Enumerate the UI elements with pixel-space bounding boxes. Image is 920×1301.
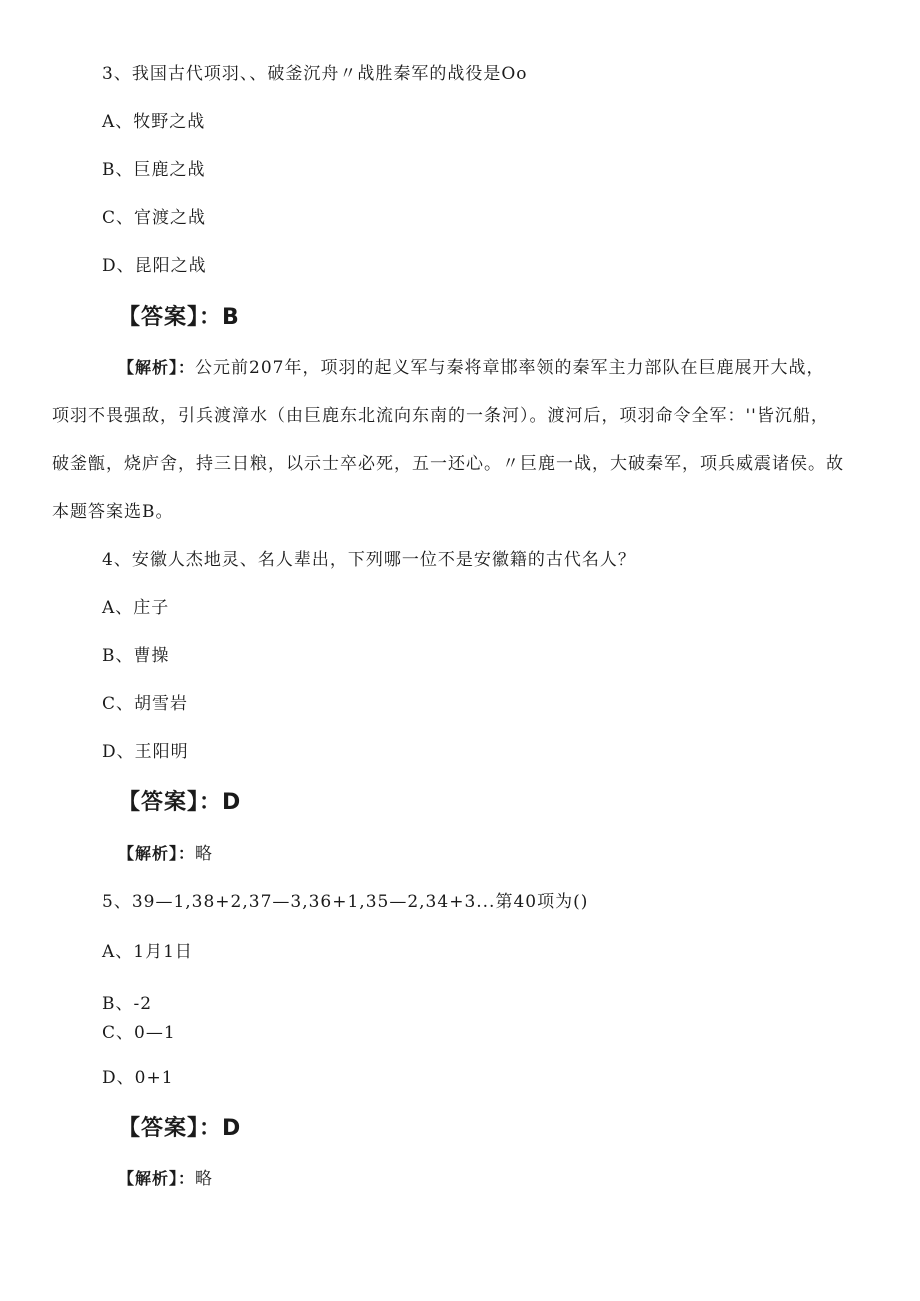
question-3-explanation-line-2: 项羽不畏强敌，引兵渡漳水（由巨鹿东北流向东南的一条河）。渡河后，项羽命令全军：''皆沉船， <box>52 406 829 426</box>
question-3-explanation-line-1 <box>118 358 824 378</box>
question-3-explanation-line-3: 破釜甑，烧庐舍，持三日粮，以示士卒必死，五一还心。〃巨鹿一战，大破秦军，项兵威震诸侯。故 <box>52 454 844 474</box>
question-3-explanation-label: 【解析】： <box>118 358 196 377</box>
question-5-stem: 5、39—1,38+2,37—3,36+1,35—2,34+3...第40项为() <box>102 892 589 912</box>
question-3-option-d: D、昆阳之战 <box>102 256 207 276</box>
question-3-option-c: C、官渡之战 <box>102 208 207 228</box>
question-5-explanation <box>118 1169 213 1189</box>
question-3-option-a: A、牧野之战 <box>102 112 206 132</box>
question-4-option-a: A、庄子 <box>102 598 170 618</box>
question-4-option-d: D、王阳明 <box>102 742 189 762</box>
question-3-answer: 【答案】：B <box>118 305 240 330</box>
question-5-option-c: C、0—1 <box>102 1023 176 1043</box>
question-5-option-b: B、-2 <box>102 994 153 1014</box>
question-4-explanation-text: 略 <box>195 844 214 864</box>
question-3-option-b: B、巨鹿之战 <box>102 160 206 180</box>
question-3-explanation-line-4: 本题答案选B。 <box>52 502 174 522</box>
question-3-stem: 3、我国古代项羽、、破釜沉舟〃战胜秦军的战役是Oo <box>102 64 528 84</box>
question-5-explanation-label: 【解析】： <box>118 1169 196 1188</box>
question-4-answer: 【答案】：D <box>118 790 242 815</box>
question-5-answer: 【答案】：D <box>118 1116 242 1141</box>
question-4-option-c: C、胡雪岩 <box>102 694 189 714</box>
question-4-explanation <box>118 844 213 864</box>
question-4-explanation-label: 【解析】： <box>118 844 196 863</box>
question-5-option-d: D、0+1 <box>102 1068 174 1088</box>
question-4-option-b: B、曹操 <box>102 646 170 666</box>
question-3-explanation-text-1: 公元前207年，项羽的起义军与秦将章邯率领的秦军主力部队在巨鹿展开大战， <box>195 358 825 378</box>
question-5-option-a: A、1月1日 <box>102 942 193 962</box>
question-4-stem: 4、安徽人杰地灵、名人辈出，下列哪一位不是安徽籍的古代名人？ <box>102 550 636 570</box>
question-5-explanation-text: 略 <box>195 1169 214 1189</box>
